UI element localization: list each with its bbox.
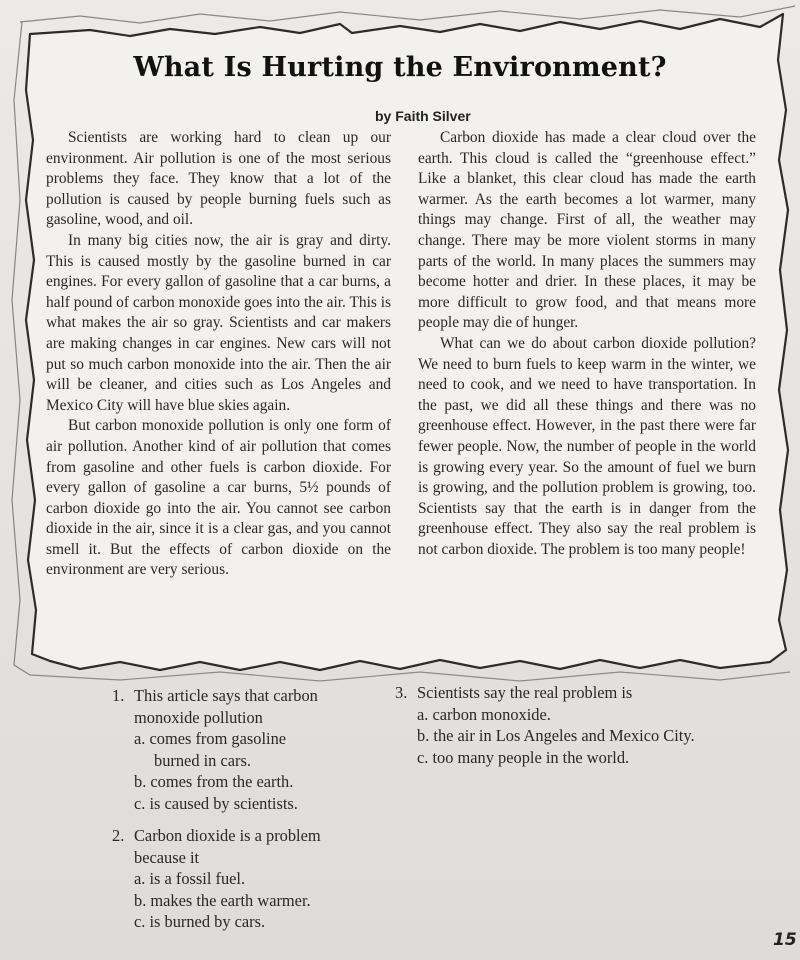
question-number: 1. xyxy=(112,686,125,705)
question-2 xyxy=(112,825,382,933)
answer-option-a[interactable] xyxy=(112,868,382,890)
option-text: is a fossil fuel. xyxy=(149,869,246,888)
option-text: the air in Los Angeles and Mexico City. xyxy=(433,726,695,745)
question-stem xyxy=(112,685,382,728)
article-column-left xyxy=(46,128,391,581)
paragraph: Scientists are working hard to clean up our environment. Air pollution is one of the most serious problems they face. They know that a lot of the pollution is caused by people burning fuels such as gasoline, wood, and oil. xyxy=(46,129,391,229)
option-text: comes from the earth. xyxy=(150,772,294,791)
option-letter: b. xyxy=(417,726,430,745)
answer-option-c[interactable] xyxy=(112,793,382,815)
option-letter: a. xyxy=(417,704,429,724)
option-text: too many people in the world. xyxy=(432,747,630,767)
paragraph: What can we do about carbon dioxide pollution? We need to burn fuels to keep warm in the winter, we need to cook, and we need to have transportation. In the past, we did all these things and there was no greenhouse effect. However, in the past there were far fewer people. Now, the number of people in the world is growing every year. So the amount of fuel we burn is growing, and the pollution problem is growing, too. Scientists say that the earth is in danger from the greenhouse effect. They also say the real problem is not carbon dioxide. The problem is too many people! xyxy=(418,334,756,558)
answer-option-c[interactable] xyxy=(395,747,775,769)
option-letter: c. xyxy=(134,912,146,931)
stem-line: monoxide pollution xyxy=(134,707,263,727)
answer-option-a[interactable] xyxy=(112,728,382,771)
option-text: is caused by scientists. xyxy=(149,793,298,813)
option-letter: a. xyxy=(134,729,146,748)
question-stem xyxy=(112,825,382,868)
stem-line: because it xyxy=(134,847,200,867)
answer-option-c[interactable] xyxy=(112,911,382,933)
question-number: 3. xyxy=(395,683,408,702)
answer-option-b[interactable] xyxy=(395,725,775,747)
stem-line: This article says that carbon xyxy=(134,686,318,705)
option-letter: a. xyxy=(134,869,146,888)
article-title: What Is Hurting the Environment? xyxy=(133,52,667,83)
option-text: makes the earth warmer. xyxy=(150,890,311,910)
question-3 xyxy=(395,682,775,768)
option-letter: b. xyxy=(134,772,147,791)
option-text: comes from gasoline xyxy=(149,729,287,748)
answer-option-a[interactable] xyxy=(395,704,775,726)
stem-line: Carbon dioxide is a problem xyxy=(134,826,321,845)
question-stem xyxy=(395,682,775,704)
answer-option-b[interactable] xyxy=(112,890,382,912)
stem-line: Scientists say the real problem is xyxy=(417,683,633,702)
page-number: 15 xyxy=(773,930,797,950)
option-text: is burned by cars. xyxy=(149,912,266,931)
paragraph: But carbon monoxide pollution is only one form of air pollution. Another kind of air pollution that comes from gasoline and other fuels is carbon dioxide. For every gallon of gasoline a car burns, 5½ pounds of carbon dioxide go into the air. You cannot see carbon dioxide in the air, since it is a clear gas, and you cannot smell it. But the effects of carbon dioxide on the environment are very serious. xyxy=(46,417,391,579)
option-letter: b. xyxy=(134,890,147,910)
option-text: carbon monoxide. xyxy=(432,704,551,724)
question-1 xyxy=(112,685,382,814)
paragraph: In many big cities now, the air is gray and dirty. This is caused mostly by the gasoline burned in car engines. For every gallon of gasoline that a car burns, a half pound of carbon monoxide goes into the air. This is what makes the air so gray. Scientists and car makers are making changes in car engines. New cars will not put so much carbon monoxide into the air. Then the air will be cleaner, and cities such as Los Angeles and Mexico City will have blue skies again. xyxy=(46,231,391,414)
question-number: 2. xyxy=(112,826,125,845)
paragraph: Carbon dioxide has made a clear cloud over the earth. This cloud is called the “greenhouse effect.” Like a blanket, this clear cloud has made the earth warmer. As the earth becomes a lot warmer, many things may change. First of all, the weather may change. There may be more violent storms in many parts of the world. In many places the summers may become hotter and drier. In these places, it may be more difficult to grow food, and that means more people may die of hunger. xyxy=(418,129,756,332)
article-byline: by Faith Silver xyxy=(375,108,471,124)
option-letter: c. xyxy=(417,747,429,767)
article-column-right xyxy=(418,128,756,560)
answer-option-b[interactable] xyxy=(112,771,382,793)
option-letter: c. xyxy=(134,793,146,813)
option-text-cont: burned in cars. xyxy=(154,750,251,770)
